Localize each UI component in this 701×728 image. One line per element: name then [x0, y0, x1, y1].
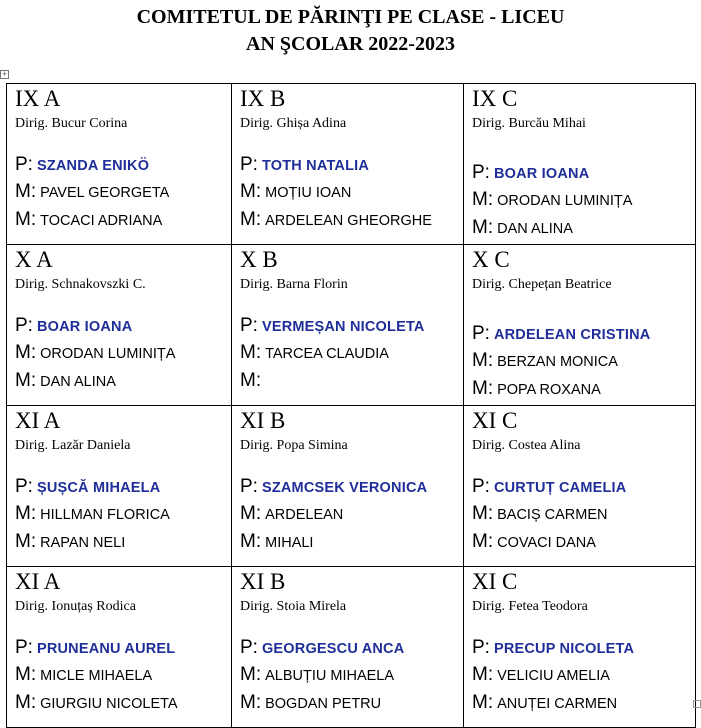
member-name: RAPAN NELI — [40, 535, 126, 551]
president-row — [472, 637, 634, 660]
member-label: M: — [472, 378, 494, 399]
member-label: M: — [15, 503, 37, 524]
member-name: BERZAN MONICA — [497, 354, 618, 370]
president-row — [472, 162, 589, 185]
member-name: BOGDAN PETRU — [265, 696, 382, 712]
president-row — [240, 476, 427, 499]
class-cell-content — [232, 567, 463, 727]
president-label: P: — [472, 323, 490, 344]
class-cell-content — [464, 406, 695, 566]
president-name: CURTUȚ CAMELIA — [493, 480, 627, 496]
class-teacher: Dirig. Lazăr Daniela — [15, 438, 131, 453]
class-name: X B — [240, 247, 278, 272]
class-teacher: Dirig. Fetea Teodora — [472, 599, 588, 614]
member-label: M: — [15, 342, 37, 363]
class-teacher: Dirig. Costea Alina — [472, 438, 581, 453]
president-label: P: — [240, 476, 258, 497]
president-label: P: — [15, 637, 33, 658]
class-name: X A — [15, 247, 53, 272]
member-row — [240, 503, 343, 526]
member-row — [240, 531, 313, 554]
member-label: M: — [240, 692, 262, 713]
member-label: M: — [15, 370, 37, 391]
member-label: M: — [472, 503, 494, 524]
committee-table — [6, 83, 696, 728]
class-cell-content — [7, 406, 231, 566]
class-cell — [232, 406, 464, 567]
president-row — [15, 637, 175, 660]
president-label: P: — [472, 476, 490, 497]
class-cell — [7, 406, 232, 567]
class-cell — [232, 245, 464, 406]
member-row — [15, 209, 162, 232]
member-label: M: — [240, 531, 262, 552]
class-cell-content — [464, 245, 695, 405]
member-row — [240, 664, 394, 687]
table-move-handle-icon[interactable]: + — [1, 70, 8, 78]
president-label: P: — [15, 315, 33, 336]
class-name: IX C — [472, 86, 518, 111]
president-name: PRUNEANU AUREL — [36, 641, 176, 657]
class-cell — [464, 567, 696, 728]
class-teacher: Dirig. Chepețan Beatrice — [472, 277, 612, 292]
class-cell-content — [464, 84, 695, 244]
class-cell — [232, 567, 464, 728]
president-row — [240, 637, 404, 660]
member-name: VELICIU AMELIA — [497, 668, 610, 684]
president-name: TOTH NATALIA — [261, 158, 370, 174]
president-label: P: — [472, 162, 490, 183]
member-row — [240, 181, 351, 204]
president-row — [15, 476, 160, 499]
president-name: ȘUȘCĂ MIHAELA — [36, 480, 161, 496]
document-title-line1: COMITETUL DE PĂRINŢI PE CLASE - LICEU — [136, 6, 565, 28]
class-cell — [464, 245, 696, 406]
member-row — [472, 189, 632, 212]
president-row — [472, 323, 650, 346]
member-row — [472, 378, 601, 401]
president-name: PRECUP NICOLETA — [493, 641, 635, 657]
class-cell-content — [464, 567, 695, 727]
member-label: M: — [15, 531, 37, 552]
member-row — [15, 692, 178, 715]
president-row — [472, 476, 626, 499]
president-row — [240, 154, 369, 177]
class-cell-content — [232, 245, 463, 405]
president-label: P: — [472, 637, 490, 658]
president-name: ARDELEAN CRISTINA — [493, 327, 651, 343]
member-row — [240, 370, 265, 393]
class-teacher: Dirig. Stoia Mirela — [240, 599, 347, 614]
member-label: M: — [472, 531, 494, 552]
member-row — [472, 350, 618, 373]
member-label: M: — [15, 692, 37, 713]
member-row — [472, 503, 608, 526]
class-name: XI A — [15, 408, 61, 433]
class-cell-content — [7, 567, 231, 727]
member-name: TOCACI ADRIANA — [40, 213, 163, 229]
president-label: P: — [240, 154, 258, 175]
member-row — [240, 342, 389, 365]
member-name: ARDELEAN GHEORGHE — [265, 213, 432, 229]
class-cell — [464, 84, 696, 245]
class-teacher: Dirig. Ghișa Adina — [240, 116, 347, 131]
member-name: ORODAN LUMINIȚA — [40, 346, 176, 362]
class-cell — [7, 567, 232, 728]
member-label: M: — [472, 350, 494, 371]
member-name: MIHALI — [265, 535, 314, 551]
president-label: P: — [15, 154, 33, 175]
class-name: XI A — [15, 569, 61, 594]
member-row — [15, 664, 152, 687]
member-name: DAN ALINA — [497, 221, 573, 237]
member-name: HILLMAN FLORICA — [40, 507, 170, 523]
class-cell-content — [7, 84, 231, 244]
member-name: ARDELEAN — [265, 507, 344, 523]
class-teacher: Dirig. Barna Florin — [240, 277, 348, 292]
president-name: BOAR IOANA — [493, 166, 590, 182]
president-name: BOAR IOANA — [36, 319, 133, 335]
member-name: PAVEL GEORGETA — [40, 185, 170, 201]
member-name: BACIȘ CARMEN — [497, 507, 608, 523]
member-name: DAN ALINA — [40, 374, 116, 390]
class-name: XI C — [472, 569, 518, 594]
class-cell — [7, 84, 232, 245]
member-row — [472, 664, 610, 687]
class-name: X C — [472, 247, 510, 272]
president-row — [15, 154, 149, 177]
class-teacher: Dirig. Ionuțaș Rodica — [15, 599, 136, 614]
member-label: M: — [240, 209, 262, 230]
document-title-line2: AN ŞCOLAR 2022-2023 — [246, 33, 455, 55]
president-name: VERMEȘAN NICOLETA — [261, 319, 425, 335]
member-row — [472, 692, 617, 715]
member-name: GIURGIU NICOLETA — [40, 696, 178, 712]
member-label: M: — [472, 189, 494, 210]
member-row — [15, 370, 116, 393]
class-name: XI C — [472, 408, 518, 433]
table-row — [7, 567, 696, 728]
class-cell — [7, 245, 232, 406]
member-label: M: — [240, 503, 262, 524]
member-row — [15, 181, 169, 204]
member-label: M: — [240, 370, 262, 391]
class-cell — [232, 84, 464, 245]
president-label: P: — [240, 315, 258, 336]
member-name: ALBUȚIU MIHAELA — [265, 668, 395, 684]
member-name: MOȚIU IOAN — [265, 185, 352, 201]
member-name: ORODAN LUMINIȚA — [497, 193, 633, 209]
table-row — [7, 406, 696, 567]
member-label: M: — [472, 692, 494, 713]
member-label: M: — [15, 664, 37, 685]
president-name: GEORGESCU ANCA — [261, 641, 405, 657]
class-teacher: Dirig. Popa Simina — [240, 438, 348, 453]
class-name: IX B — [240, 86, 286, 111]
member-label: M: — [472, 664, 494, 685]
member-label: M: — [472, 217, 494, 238]
member-label: M: — [240, 342, 262, 363]
class-teacher: Dirig. Schnakovszki C. — [15, 277, 146, 292]
member-row — [240, 692, 381, 715]
class-cell — [464, 406, 696, 567]
member-row — [472, 531, 596, 554]
member-row — [472, 217, 573, 240]
member-row — [15, 342, 175, 365]
member-name: COVACI DANA — [497, 535, 596, 551]
member-label: M: — [240, 664, 262, 685]
class-teacher: Dirig. Burcău Mihai — [472, 116, 586, 131]
president-name: SZAMCSEK VERONICA — [261, 480, 428, 496]
member-name: ANUȚEI CARMEN — [497, 696, 618, 712]
class-cell-content — [232, 84, 463, 244]
member-label: M: — [15, 209, 37, 230]
member-row — [15, 531, 125, 554]
member-label: M: — [240, 181, 262, 202]
class-teacher: Dirig. Bucur Corina — [15, 116, 128, 131]
class-name: IX A — [15, 86, 61, 111]
president-name: SZANDA ENIKÖ — [36, 158, 150, 174]
president-row — [240, 315, 425, 338]
table-resize-handle[interactable] — [693, 700, 701, 708]
president-label: P: — [240, 637, 258, 658]
class-name: XI B — [240, 569, 286, 594]
member-row — [15, 503, 170, 526]
table-row — [7, 84, 696, 245]
president-row — [15, 315, 132, 338]
member-row — [240, 209, 432, 232]
member-name: TARCEA CLAUDIA — [265, 346, 389, 362]
member-label: M: — [15, 181, 37, 202]
class-cell-content — [232, 406, 463, 566]
table-row — [7, 245, 696, 406]
president-label: P: — [15, 476, 33, 497]
class-name: XI B — [240, 408, 286, 433]
class-cell-content — [7, 245, 231, 405]
member-name: MICLE MIHAELA — [40, 668, 153, 684]
member-name: POPA ROXANA — [497, 382, 601, 398]
